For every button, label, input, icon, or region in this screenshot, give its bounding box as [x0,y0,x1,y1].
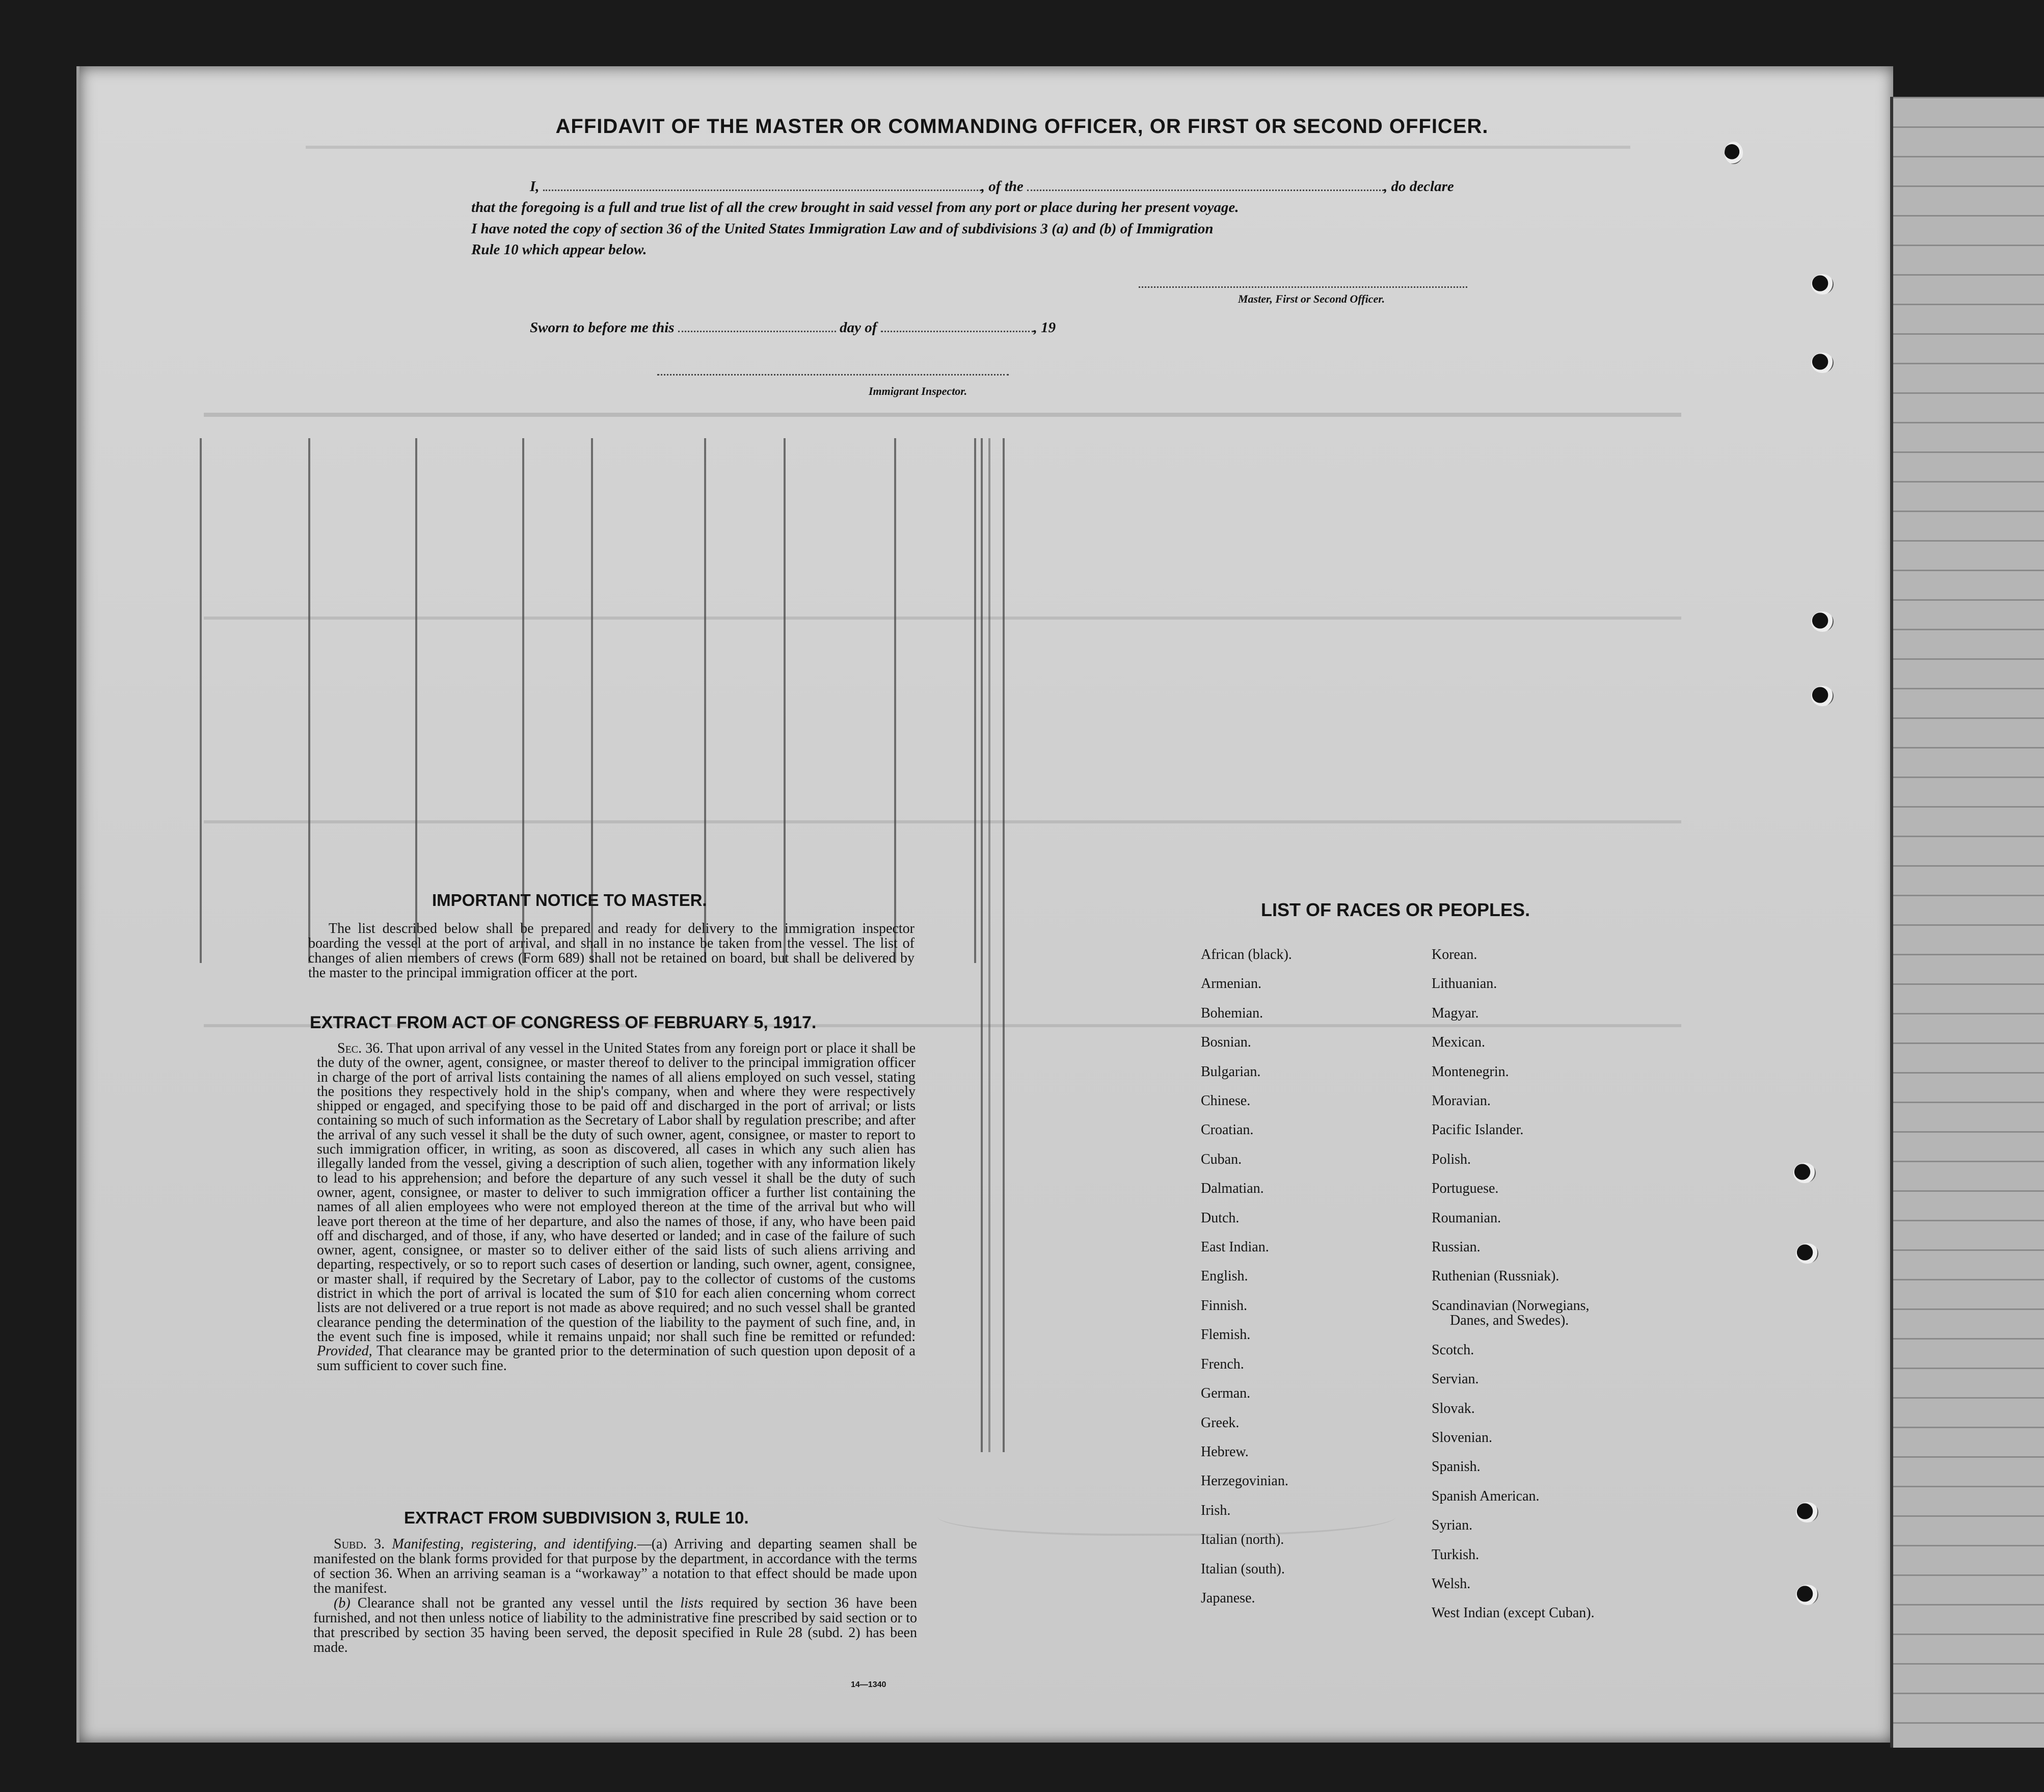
notice-paragraph: The list described below shall be prepared and ready for delivery to the immigration inspector boarding the vessel at the port of arrival, and shall in no instance be taken from the vessel. The list of changes of alien members of crews (Form 689) shall not be retained on board, but shall be delivered by the master to the principal immigration officer at the port. [308,921,915,981]
race-item: Danes, and Swedes). [1450,1313,1569,1329]
race-item: Pacific Islander. [1432,1122,1524,1138]
race-item: Korean. [1432,947,1477,962]
subd-3b-text-1: Clearance shall not be granted any vessel until the [357,1595,674,1611]
column-rule [415,438,417,963]
race-item: Slovenian. [1432,1429,1492,1446]
section-36-paragraph [317,1041,916,1373]
bleed-through-row [204,617,1681,620]
adjacent-page-edge [1890,97,2044,1748]
affidavit-line-4: Rule 10 which appear below. [471,242,647,258]
subd-b-lead: (b) [334,1595,351,1611]
affidavit-line-2: that the foregoing is a full and true list of all the crew brought in said vessel from any port or place during her present voyage. [471,199,1239,216]
race-item: Italian (south). [1201,1561,1285,1577]
punch-hole [1811,611,1834,632]
column-rule [704,438,706,963]
column-rule [974,438,976,963]
race-item: East Indian. [1201,1239,1269,1255]
signature-trace [937,1488,1396,1536]
column-rule [1003,438,1005,1452]
punch-hole [1793,1163,1816,1183]
notice-title: IMPORTANT NOTICE TO MASTER. [432,891,707,910]
race-item: Japanese. [1201,1590,1255,1606]
sworn-label: Sworn to before me this [530,319,675,336]
column-rule [981,438,983,1452]
column-rule [784,438,786,963]
race-item: Herzegovinian. [1201,1473,1288,1489]
sworn-year-label: , 19 [1033,319,1056,336]
act-extract-text [317,1041,916,1373]
race-item: Moravian. [1432,1093,1491,1109]
column-rule [591,438,593,963]
sworn-date-blank[interactable] [678,319,836,332]
race-item: Turkish. [1432,1546,1480,1563]
races-left-column [1201,940,1292,1613]
officer-signature-line[interactable] [1139,275,1467,288]
sworn-line [530,319,1056,336]
officer-caption: Master, First or Second Officer. [1238,292,1385,305]
race-item: Chinese. [1201,1093,1251,1109]
punch-hole [1725,142,1743,164]
race-item: English. [1201,1268,1248,1285]
form-number: 14—1340 [851,1680,886,1689]
sworn-month-blank[interactable] [881,319,1034,332]
race-item: Syrian. [1432,1517,1473,1534]
race-item: Scotch. [1432,1342,1474,1358]
race-item: Spanish. [1432,1459,1481,1475]
race-item: Russian. [1432,1239,1481,1255]
races-right-column [1432,940,1595,1628]
act-extract-title: EXTRACT FROM ACT OF CONGRESS OF FEBRUARY 5, 1917. [310,1013,817,1032]
subd-heading: Manifesting, registering, and identifying. [392,1536,637,1552]
inspector-signature-line[interactable] [657,363,1009,376]
vessel-blank[interactable] [1027,178,1384,191]
race-item: Finnish. [1201,1297,1248,1314]
rule-extract-title: EXTRACT FROM SUBDIVISION 3, RULE 10. [404,1508,749,1527]
race-item: Roumanian. [1432,1210,1501,1226]
race-item: Servian. [1432,1371,1479,1387]
race-item: Italian (north). [1201,1532,1284,1548]
subd-label: Subd. 3. [334,1536,385,1552]
rule-extract-text [313,1537,917,1655]
race-item: Slovak. [1432,1400,1475,1416]
sworn-day-label: day of [840,319,877,336]
affidavit-line-3: I have noted the copy of section 36 of the United States Immigration Law and of subdivisions 3 (a) and (b) of Immigration [471,221,1214,237]
section-36-text-end: That clearance may be granted prior to the determination of such question upon deposit of a sum sufficient to cover such fine. [317,1343,916,1374]
affidavit-i: I, [530,178,540,195]
race-item: Montenegrin. [1432,1063,1509,1080]
column-rule [988,438,990,1452]
provided-label: Provided, [317,1343,372,1359]
punch-hole [1796,1502,1818,1522]
race-item: Croatian. [1201,1122,1254,1138]
race-item: Polish. [1432,1151,1471,1167]
race-item: Bosnian. [1201,1034,1251,1051]
race-item: Dutch. [1201,1210,1240,1226]
column-rule [522,438,524,963]
section-label: Sec. 36. [337,1040,384,1056]
race-item: Scandinavian (Norwegians, [1432,1297,1590,1314]
punch-hole [1796,1585,1818,1605]
subd-3a-paragraph [313,1537,917,1596]
race-item: French. [1201,1356,1244,1372]
race-item: Armenian. [1201,976,1261,992]
bleed-through-row [204,820,1681,823]
affidavit-do-declare: , do declare [1384,178,1454,195]
subd-3a-text: —(a) Arriving and departing seamen shall be manifested on the blank forms provided for that purpose by the department, in accordance with the terms of section 36. When an arriving seaman is a “workaway” a notation to that effect should be made upon the manifest. [313,1536,917,1596]
race-item: Dalmatian. [1201,1181,1264,1197]
punch-hole [1811,686,1834,706]
race-item: Spanish American. [1432,1488,1540,1504]
race-item: German. [1201,1385,1251,1402]
column-rule [894,438,896,963]
punch-hole [1796,1243,1818,1264]
subd-3b-lists: lists [680,1595,704,1611]
race-item: African (black). [1201,947,1292,962]
race-item: Bohemian. [1201,1005,1263,1021]
column-rule [308,438,310,963]
notice-text [308,921,915,980]
affidavit-title: AFFIDAVIT OF THE MASTER OR COMMANDING OFFICER, OR FIRST OR SECOND OFFICER. [555,115,1489,138]
affidavit-of-the: , of the [981,178,1024,195]
race-item: Mexican. [1432,1034,1485,1051]
affidavit-declaration-line [530,178,1454,195]
race-item: Lithuanian. [1432,976,1497,992]
bleed-through-row [204,413,1681,417]
punch-hole [1811,353,1834,373]
race-item: Magyar. [1432,1005,1479,1021]
name-blank[interactable] [543,178,981,191]
subd-3b-text-2: required by section 36 have been furnished, and not then unless notice of liability to the administrative fine prescribed by said section or to that prescribed by section 35 having been served, the deposit specified in Rule 28 (subd. 2) has been made. [313,1595,918,1655]
race-item: Irish. [1201,1502,1231,1518]
race-item: Hebrew. [1201,1443,1249,1460]
race-item: Bulgarian. [1201,1063,1261,1080]
subd-3b-paragraph [313,1596,917,1655]
race-item: Greek. [1201,1414,1240,1431]
race-item: Cuban. [1201,1151,1242,1167]
race-item: Flemish. [1201,1327,1251,1343]
race-item: Ruthenian (Russniak). [1432,1268,1559,1285]
races-title: LIST OF RACES OR PEOPLES. [1261,899,1530,920]
punch-hole [1811,274,1834,295]
section-36-text: That upon arrival of any vessel in the United States from any foreign port or place it shall be the duty of the owner, agent, consignee, or master thereof to deliver to the principal immigration officer in charge of the port of arrival lists containing the names of all aliens employed on such vessel, stating the positions they respectively hold in the ship's company, when and where they were respectively shipped or engaged, and specifying those to be paid off and discharged in the port of arrival; or lists containing so much of such information as the Secretary of Labor shall by regulation prescribe; and after the arrival of any such vessel it shall be the duty of such owner, agent, consignee, or master to report to such immigration officer, in writing, as soon as discovered, all cases in which any such alien has illegally landed from the vessel, giving a description of such alien, together with any information likely to lead to his apprehension; and before the departure of any such vessel it shall be the duty of such owner, agent, consignee, or master to deliver to such immigration officer a further list containing the names of all alien employees who were not employed thereon at the time of the arrival but who will leave port thereon at the time of her departure, and also the names of those, if any, who have been paid off and discharged, and of those, if any, who have deserted or landed; and in case of the failure of such owner, agent, consignee, or master so to deliver either of the said lists of such aliens arriving and departing, respectively, or so to report such cases of desertion or landing, such owner, agent, consignee, or master shall, if required by the Secretary of Labor, pay to the collector of customs of the customs district in which the port of arrival is located the sum of $10 for each alien concerning whom correct lists are not delivered or a true report is not made as above required; and no such vessel shall be granted clearance pending the determination of the question of the liability to the payment of such fine, and, in the event such fine is imposed, while it remains unpaid; nor shall such fine be remitted or refunded: [317,1040,916,1345]
column-rule [200,438,202,963]
race-item: Welsh. [1432,1575,1471,1592]
document-page [76,66,1893,1743]
inspector-caption: Immigrant Inspector. [869,385,967,397]
race-item: Portuguese. [1432,1181,1499,1197]
race-item: West Indian (except Cuban). [1432,1605,1595,1621]
